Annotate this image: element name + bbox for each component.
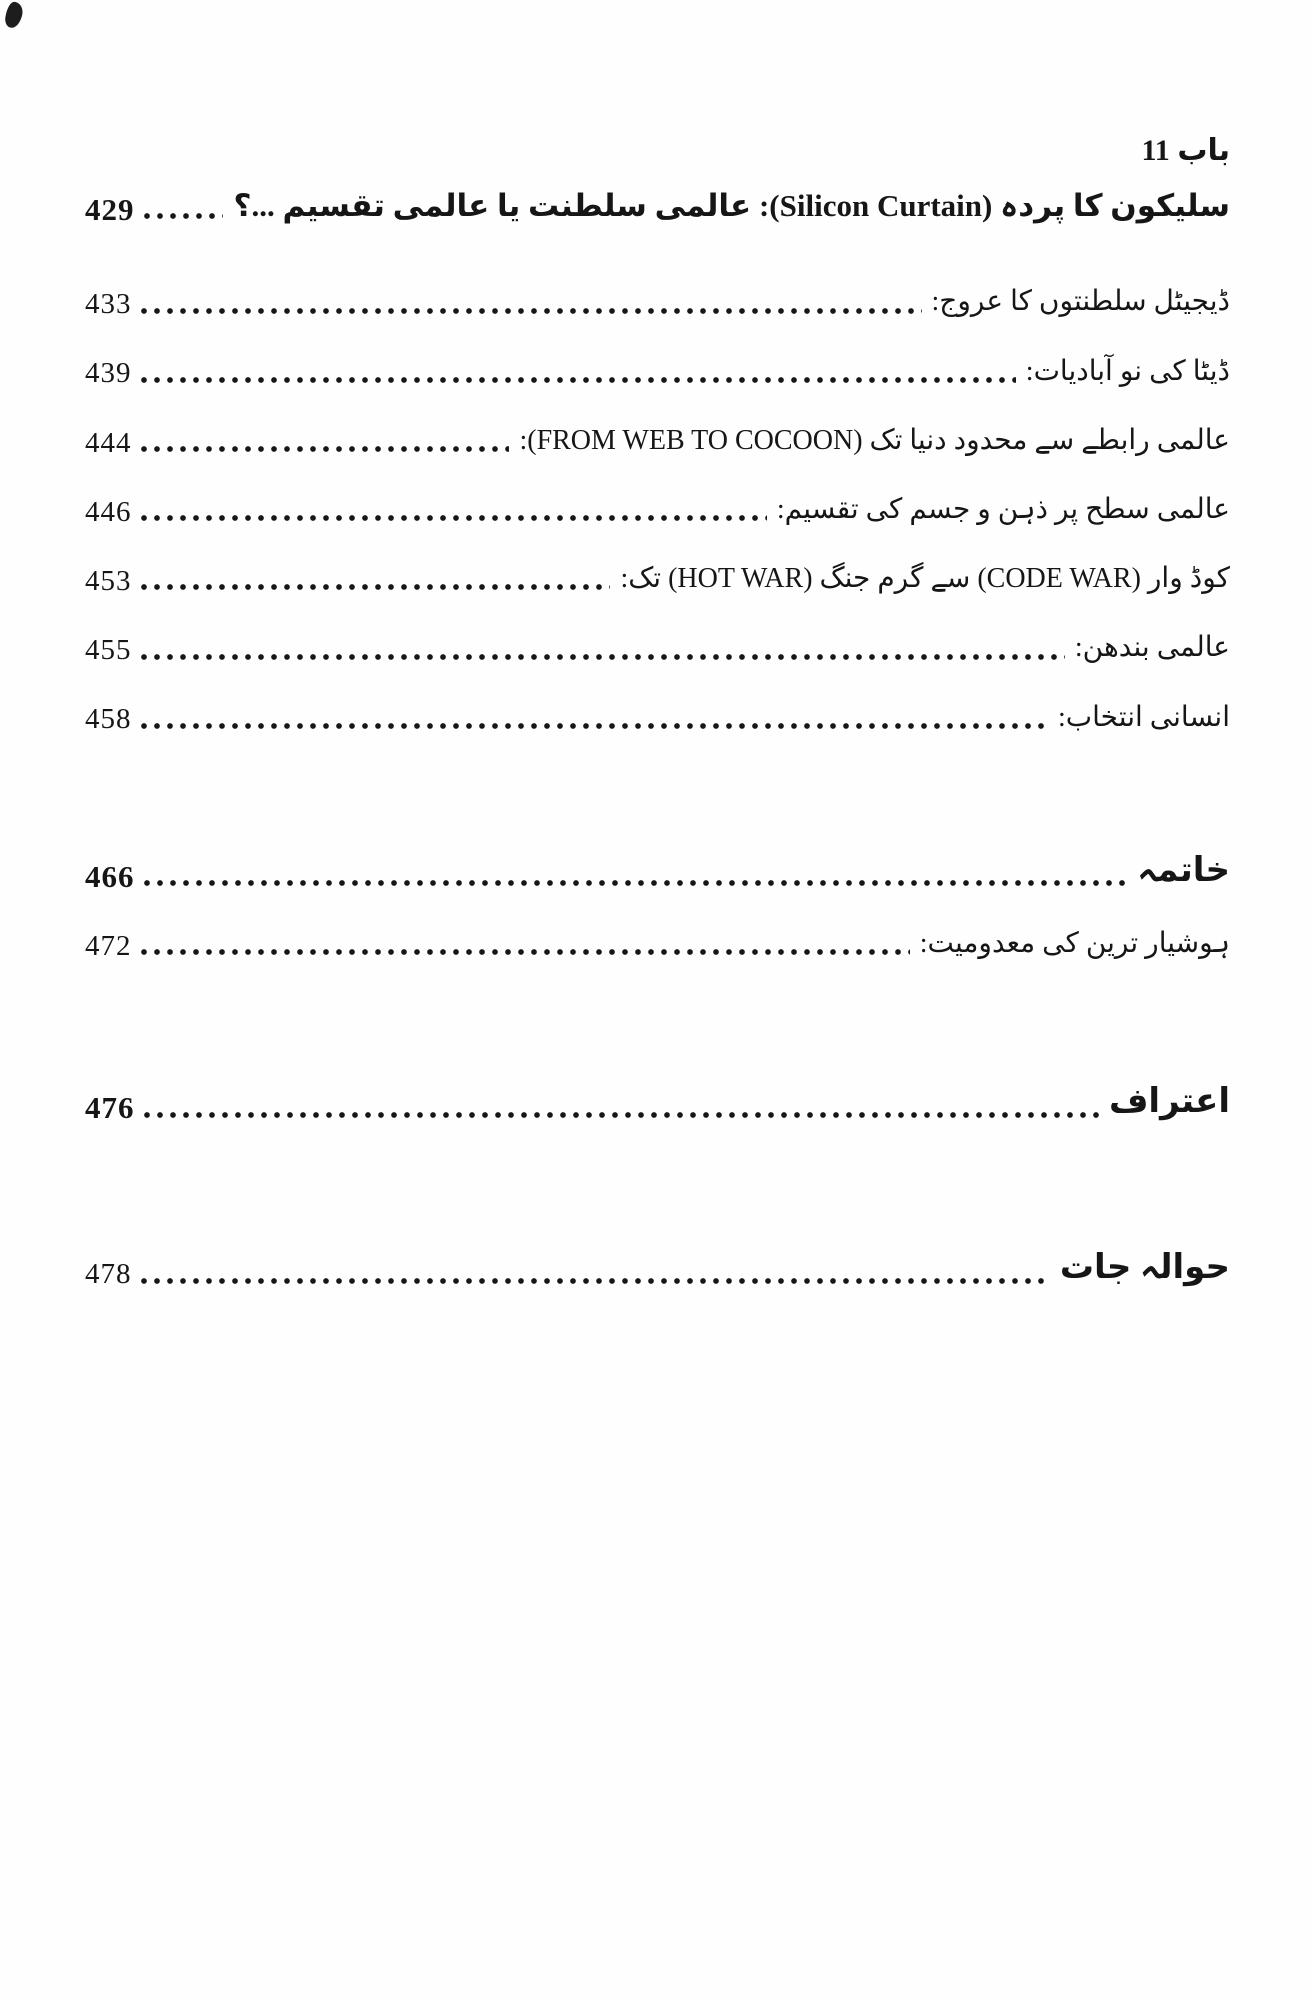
toc-entry-label: کوڈ وار (CODE WAR) سے گرم جنگ (HOT WAR) تک:: [620, 563, 1230, 595]
section-gap: [85, 767, 1230, 847]
dot-leader: [143, 879, 1128, 887]
dot-leader: [143, 212, 224, 220]
page-number: 476: [85, 1090, 135, 1126]
toc-entry-label: ہوشیار ترین کی معدومیت:: [919, 928, 1230, 960]
toc-entry-row: [85, 628, 1230, 667]
toc-entry-label: عالمی رابطے سے محدود دنیا تک (FROM WEB TO COCOON):: [519, 424, 1230, 456]
toc-section-row-acknowledgment: [85, 1078, 1230, 1126]
toc-entry-row: [85, 924, 1230, 963]
dot-leader: [140, 1277, 1050, 1285]
toc-entry-label: عالمی سطح پر ذہن و جسم کی تقسیم:: [776, 493, 1230, 525]
toc-chapter-title-row: [85, 184, 1230, 227]
toc-entry-row: [85, 282, 1230, 321]
dot-leader: [140, 583, 611, 591]
toc-section-label: خاتمہ: [1137, 851, 1230, 889]
toc-entry-row: [85, 698, 1230, 737]
toc-section-label: حوالہ جات: [1059, 1249, 1230, 1287]
page-number: 478: [85, 1258, 132, 1291]
dot-leader: [140, 948, 910, 956]
dot-leader: [143, 1111, 1099, 1119]
toc-entry-row: [85, 559, 1230, 598]
page-number: 466: [85, 858, 135, 894]
page-number: 444: [85, 426, 132, 459]
toc-section-row-conclusion: [85, 847, 1230, 895]
page-number: 453: [85, 564, 132, 597]
toc-entry-label: ڈیجیٹل سلطنتوں کا عروج:: [931, 286, 1230, 318]
page-number: 429: [85, 191, 135, 227]
toc-entry-row: [85, 490, 1230, 529]
page-number: 446: [85, 495, 132, 528]
page-number: 472: [85, 930, 132, 963]
dot-leader: [140, 722, 1049, 730]
page-number: 458: [85, 703, 132, 736]
toc-section-row-references: [85, 1244, 1230, 1292]
toc-section-label: اعتراف: [1108, 1083, 1230, 1121]
dot-leader: [140, 445, 510, 453]
section-gap: [85, 993, 1230, 1078]
toc-chapter-title: سلیکون کا پردہ (Silicon Curtain): عالمی سلطنت یا عالمی تقسیم ...؟: [233, 188, 1230, 223]
page-number: 455: [85, 634, 132, 667]
section-gap: [85, 1156, 1230, 1244]
chapter-number-heading: باب 11: [1141, 134, 1230, 167]
page-number: 439: [85, 357, 132, 390]
toc-entry-row: [85, 352, 1230, 391]
dot-leader: [140, 376, 1016, 384]
toc-entry-label: انسانی انتخاب:: [1058, 701, 1230, 733]
dot-leader: [140, 307, 922, 315]
toc-entry-row: [85, 421, 1230, 460]
dot-leader: [140, 653, 1065, 661]
dot-leader: [140, 514, 767, 522]
page-number: 433: [85, 288, 132, 321]
toc-entry-label: ڈیٹا کی نو آبادیات:: [1025, 355, 1230, 387]
toc-entry-label: عالمی بندھن:: [1074, 632, 1230, 664]
